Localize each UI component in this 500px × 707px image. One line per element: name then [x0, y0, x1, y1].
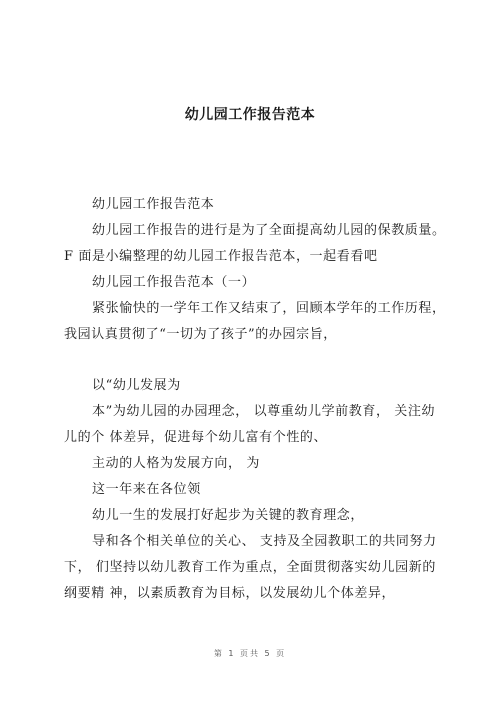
text-line: 我园认真贯彻了“一切为了孩子”的办园宗旨， — [64, 327, 337, 342]
text-line: 以“幼儿发展为 — [92, 378, 181, 393]
text-line: 本”为幼儿园的办园理念， 以尊重幼儿学前教育， 关注幼 — [92, 404, 436, 419]
text-line: 幼儿园工作报告范本（一） — [92, 275, 256, 290]
text-line: 纲要精 神，以素质教育为目标，以发展幼儿个体差异， — [64, 586, 396, 601]
text-line: 主动的人格为发展方向， 为 — [92, 456, 260, 471]
text-line: F 面是小编整理的幼儿园工作报告范本，一起看看吧 — [64, 249, 378, 264]
text-line: 下， 们坚持以幼儿教育工作为重点，全面贯彻落实幼儿园新的 — [64, 560, 436, 575]
text-line: 紧张愉快的一学年工作又结束了，回顾本学年的工作历程， — [92, 301, 446, 316]
document-title: 幼儿园工作报告范本 — [184, 107, 316, 123]
text-line: 幼儿园工作报告范本 — [92, 197, 215, 212]
page-footer: 第 1 页共 5 页 — [213, 649, 287, 658]
text-line: 这一年来在各位领 — [92, 482, 201, 497]
text-line: 幼儿园工作报告的进行是为了全面提高幼儿园的保教质量。 — [92, 223, 446, 238]
text-line: 幼儿一生的发展打好起步为关键的教育理念， — [92, 508, 365, 523]
text-line: 导和各个相关单位的关心、 支持及全园教职工的共同努力 — [92, 534, 437, 549]
text-line: 儿的个 体差异，促进每个幼儿富有个性的、 — [64, 430, 328, 445]
